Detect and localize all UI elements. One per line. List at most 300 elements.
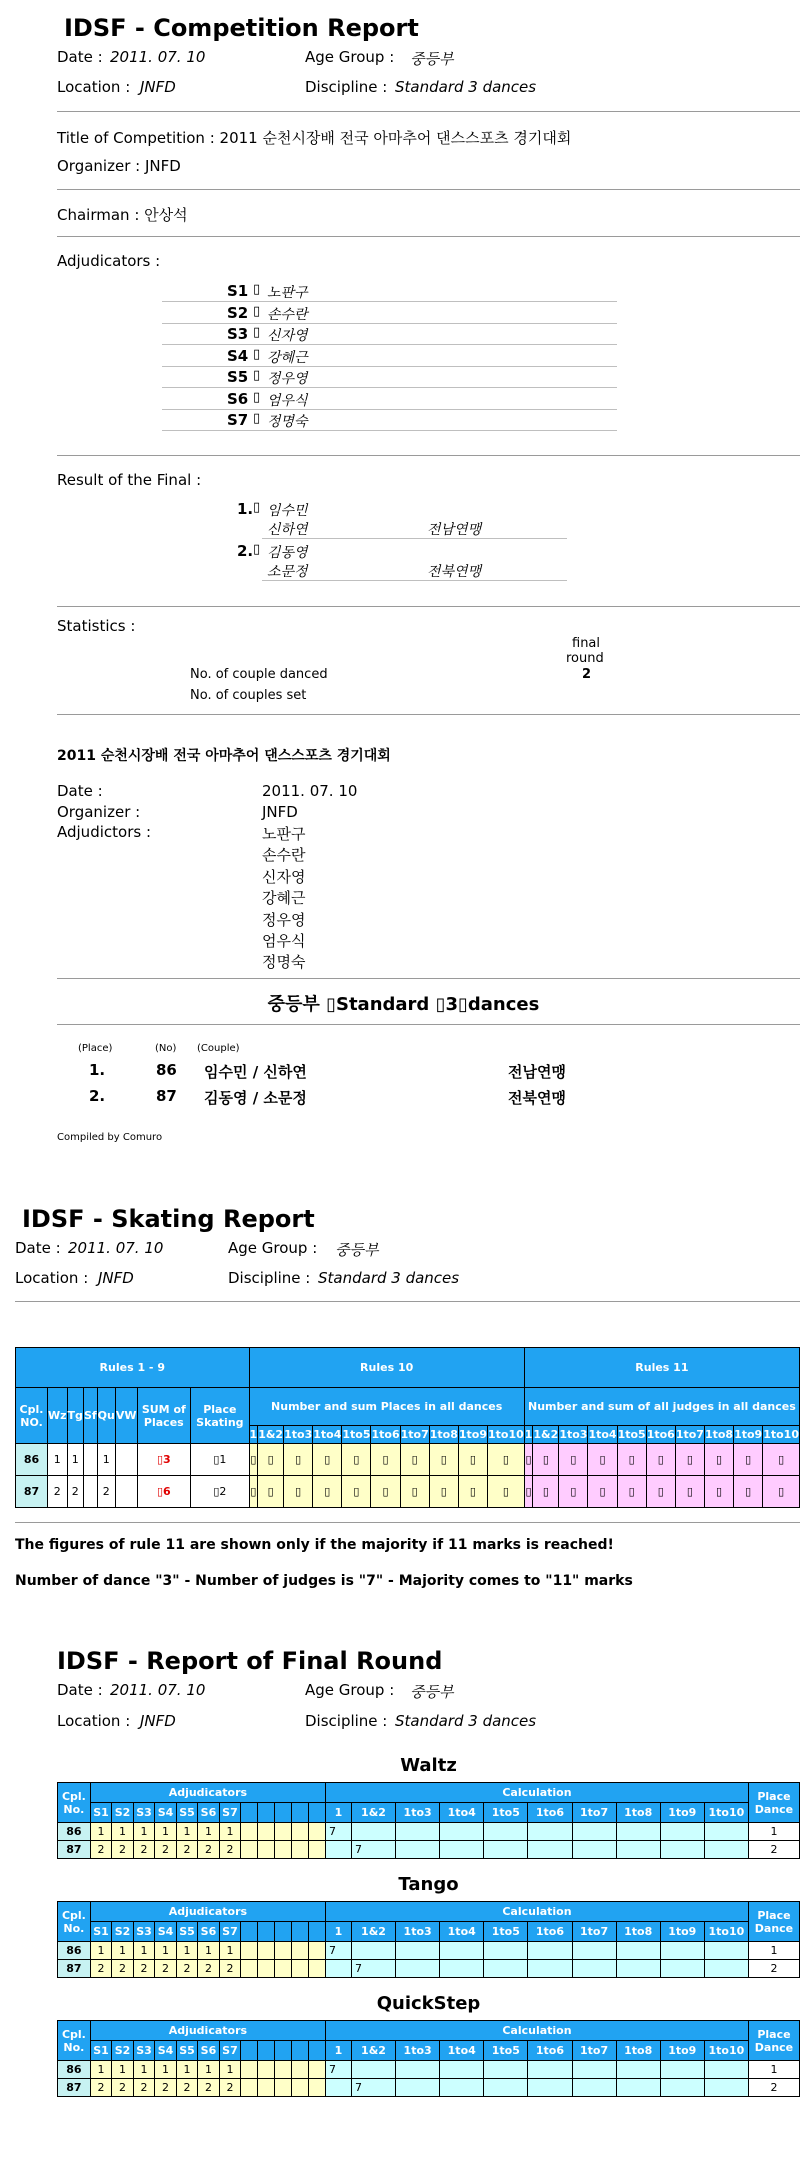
dance-cell: 1 <box>90 1942 111 1960</box>
adjudicator-mark: ▯ <box>253 346 261 362</box>
skating-cell: ▯ <box>400 1476 429 1508</box>
dance-cell <box>258 1841 275 1859</box>
adjudicator-name: 엄우식 <box>267 392 308 409</box>
skating-cell <box>83 1476 97 1508</box>
dance-cell <box>704 2079 748 2097</box>
skating-cell: 1to7 <box>400 1426 429 1444</box>
skating-cell: 1to8 <box>704 1426 733 1444</box>
skating-cell: ▯ <box>763 1444 800 1476</box>
skating-cell: Place Skating <box>191 1388 249 1444</box>
dance-cell <box>292 1922 309 1942</box>
dance-cell: 2 <box>176 2079 197 2097</box>
dance-cell: 1 <box>198 2061 219 2079</box>
dance-cell: 2 <box>90 2079 111 2097</box>
dance-cell <box>351 1823 395 1841</box>
dance-cell: 1 <box>748 1823 799 1841</box>
skating-cell: ▯ <box>763 1476 800 1508</box>
dance-cell <box>616 1841 660 1859</box>
dance-cell: 7 <box>351 1841 395 1859</box>
dance-cell <box>292 2079 309 2097</box>
skating-cell: 1to10 <box>487 1426 524 1444</box>
dance-cell <box>309 1960 326 1978</box>
adjudicator-row-line <box>162 387 617 388</box>
dance-table <box>57 1901 800 1978</box>
title-of-competition: Title of Competition : 2011 순천시장배 전국 아마추어 댄스스포츠 경기대회 <box>57 129 572 147</box>
dance-cell <box>660 2061 704 2079</box>
dance-cell: 7 <box>325 1942 351 1960</box>
dance-cell <box>440 1823 484 1841</box>
result-club: 전남연맹 <box>427 522 482 538</box>
skating-cell: 1to8 <box>429 1426 458 1444</box>
dance-table <box>57 1782 800 1859</box>
dance-cell: 1to10 <box>704 1922 748 1942</box>
dance-cell: Place Dance <box>748 1902 799 1942</box>
skating-cell: ▯ <box>646 1476 675 1508</box>
dance-cell: 2 <box>198 1960 219 1978</box>
divider <box>15 1522 800 1523</box>
summary-adjudicator-name: 엄우식 <box>262 932 306 950</box>
dance-cell <box>309 1823 326 1841</box>
dance-cell <box>572 1841 616 1859</box>
summary-adjudicator-name: 노판구 <box>262 825 306 843</box>
adjudicator-mark: ▯ <box>253 282 261 297</box>
dance-cell: 1 <box>198 1942 219 1960</box>
dance-cell: 1 <box>155 1823 176 1841</box>
date-label: Date : <box>57 48 103 66</box>
dance-cell <box>309 1922 326 1942</box>
dance-title: Tango <box>398 1874 459 1895</box>
dance-cell <box>275 1942 292 1960</box>
skating-cell: ▯ <box>704 1476 733 1508</box>
skating-cell: Wz <box>48 1388 68 1444</box>
skating-cell: 1to3 <box>559 1426 588 1444</box>
skating-cell: 1 <box>48 1444 68 1476</box>
final-club: 전북연맹 <box>508 1089 566 1107</box>
skating-age-value: 중등부 <box>335 1241 379 1259</box>
dance-cell <box>275 1922 292 1942</box>
dance-cell <box>258 1942 275 1960</box>
skating-cell: 1to6 <box>646 1426 675 1444</box>
dance-cell: S3 <box>133 2041 154 2061</box>
skating-cell: 1to7 <box>675 1426 704 1444</box>
discipline-value: Standard 3 dances <box>395 78 537 96</box>
skating-cell: Rules 10 <box>249 1348 524 1388</box>
skating-cell: ▯ <box>588 1476 617 1508</box>
adjudicators-label: Adjudicators : <box>57 252 161 270</box>
dance-cell: 1to8 <box>616 2041 660 2061</box>
dance-cell: 1&2 <box>351 2041 395 2061</box>
dance-cell: 1 <box>176 1942 197 1960</box>
summary-organizer-label: Organizer : <box>57 803 141 821</box>
final-club: 전남연맹 <box>508 1063 566 1081</box>
result-name2: 소문정 <box>267 564 308 580</box>
skating-cell: 1to5 <box>617 1426 646 1444</box>
dance-cell: 1&2 <box>351 1803 395 1823</box>
dance-cell: S4 <box>155 1803 176 1823</box>
statistics-label: Statistics : <box>57 617 136 635</box>
skating-cell: Sf <box>83 1388 97 1444</box>
dance-cell: 2 <box>176 1960 197 1978</box>
dance-cell <box>275 1960 292 1978</box>
dance-cell: 1to4 <box>440 2041 484 2061</box>
dance-cell: 2 <box>112 1841 133 1859</box>
summary-adjudicator-name: 정우영 <box>262 910 306 929</box>
divider <box>57 111 800 112</box>
skating-cell: ▯ <box>458 1476 487 1508</box>
dance-cell: 1&2 <box>351 1922 395 1942</box>
dance-cell: S1 <box>90 1922 111 1942</box>
skating-cell: 87 <box>16 1476 48 1508</box>
age-group-label: Age Group : <box>305 48 395 66</box>
dance-cell: S6 <box>198 1803 219 1823</box>
summary-date-value: 2011. 07. 10 <box>262 782 358 800</box>
couples-danced-value: 2 <box>582 667 592 682</box>
dance-cell: 87 <box>58 2079 91 2097</box>
dance-cell <box>241 2061 258 2079</box>
adjudicator-code: S6 <box>227 389 249 408</box>
dance-cell: Adjudicators <box>90 1783 325 1803</box>
dance-cell: 2 <box>112 2079 133 2097</box>
divider <box>57 978 800 979</box>
skating-cell: 1to10 <box>763 1426 800 1444</box>
skating-cell: ▯ <box>734 1444 763 1476</box>
dance-cell <box>528 1823 572 1841</box>
adjudicator-name: 손수란 <box>267 306 308 323</box>
dance-cell <box>309 2041 326 2061</box>
dance-cell <box>309 2079 326 2097</box>
dance-cell: 2 <box>90 1841 111 1859</box>
dance-cell: 2 <box>176 1841 197 1859</box>
dance-cell: 1 <box>133 1942 154 1960</box>
dance-cell <box>325 2079 351 2097</box>
fr-age-label: Age Group : <box>305 1681 395 1699</box>
final-no: 86 <box>156 1061 177 1079</box>
adjudicator-name: 정우영 <box>267 371 308 387</box>
adjudicator-mark: ▯ <box>253 325 261 340</box>
dance-cell: S5 <box>176 2041 197 2061</box>
skating-cell: ▯ <box>258 1476 284 1508</box>
skating-cell: Number and sum of all judges in all dances <box>524 1388 799 1426</box>
dance-cell: 2 <box>198 1841 219 1859</box>
dance-cell <box>241 2079 258 2097</box>
skating-cell: VW <box>115 1388 137 1444</box>
skating-cell: ▯ <box>258 1444 284 1476</box>
dance-cell <box>292 1803 309 1823</box>
dance-cell: 1 <box>219 1823 240 1841</box>
dance-cell <box>258 2041 275 2061</box>
adjudicator-mark: ▯ <box>253 303 261 319</box>
dance-cell: 1 <box>219 2061 240 2079</box>
majority-note: Number of dance "3" - Number of judges is "7" - Majority comes to "11" marks <box>15 1573 633 1589</box>
dance-cell <box>292 2041 309 2061</box>
skating-cell: 1to4 <box>588 1426 617 1444</box>
dance-cell <box>484 2061 528 2079</box>
dance-cell <box>325 1960 351 1978</box>
dance-cell: Adjudicators <box>90 2021 325 2041</box>
skating-cell: 2 <box>48 1476 68 1508</box>
dance-cell: 1to3 <box>396 2041 440 2061</box>
dance-cell: 2 <box>133 1960 154 1978</box>
dance-cell: 1 <box>90 2061 111 2079</box>
skating-cell: ▯ <box>533 1444 559 1476</box>
dance-cell <box>704 1841 748 1859</box>
dance-cell: 1to9 <box>660 1803 704 1823</box>
dance-cell: Calculation <box>325 1783 748 1803</box>
final-place: 2. <box>89 1087 106 1105</box>
dance-cell: 1to7 <box>572 2041 616 2061</box>
dance-cell <box>572 2061 616 2079</box>
dance-cell: S2 <box>112 2041 133 2061</box>
adjudicator-row-line <box>162 366 617 367</box>
dance-cell <box>258 1922 275 1942</box>
dance-cell: 1 <box>155 2061 176 2079</box>
fr-location-value: JNFD <box>140 1712 176 1730</box>
dance-cell <box>616 1942 660 1960</box>
divider <box>57 236 800 237</box>
skating-location-value: JNFD <box>98 1269 134 1287</box>
dance-cell: 86 <box>58 2061 91 2079</box>
result-name2: 신하연 <box>267 522 308 538</box>
final-round-label: round <box>566 651 604 666</box>
dance-cell <box>440 2079 484 2097</box>
col-couple-header: (Couple) <box>197 1043 240 1054</box>
skating-cell: 1 <box>97 1444 115 1476</box>
fr-date-label: Date : <box>57 1681 103 1699</box>
adjudicator-code: S2 <box>227 303 249 322</box>
dance-cell <box>309 2061 326 2079</box>
dance-cell: 2 <box>748 1841 799 1859</box>
dance-cell: 2 <box>133 2079 154 2097</box>
dance-cell <box>660 1823 704 1841</box>
dance-cell <box>440 1960 484 1978</box>
adjudicator-name: 강혜근 <box>267 349 308 366</box>
dance-cell: 1 <box>133 2061 154 2079</box>
fr-discipline-value: Standard 3 dances <box>395 1712 537 1730</box>
skating-cell: 1to9 <box>458 1426 487 1444</box>
adjudicator-mark: ▯ <box>253 411 261 426</box>
dance-cell <box>275 1841 292 1859</box>
dance-cell <box>528 2079 572 2097</box>
skating-cell: ▯ <box>704 1444 733 1476</box>
summary-adjudicator-name: 손수란 <box>262 846 306 865</box>
dance-cell: S3 <box>133 1803 154 1823</box>
skating-report-title: IDSF - Skating Report <box>22 1205 315 1233</box>
adjudicator-name: 신자영 <box>267 328 308 344</box>
fr-location-label: Location : <box>57 1712 131 1730</box>
couples-set-label: No. of couples set <box>190 688 307 703</box>
dance-cell: 2 <box>198 2079 219 2097</box>
couples-danced-label: No. of couple danced <box>190 667 328 682</box>
adjudicator-code: S1 <box>227 282 249 300</box>
dance-cell: 1 <box>198 1823 219 1841</box>
dance-cell: 2 <box>90 1960 111 1978</box>
dance-cell <box>241 1942 258 1960</box>
skating-cell <box>115 1444 137 1476</box>
skating-cell: ▯ <box>249 1444 258 1476</box>
skating-cell: ▯ <box>646 1444 675 1476</box>
skating-cell: ▯ <box>371 1444 400 1476</box>
dance-cell: 1to6 <box>528 2041 572 2061</box>
dance-cell: 2 <box>155 2079 176 2097</box>
dance-cell: 7 <box>325 1823 351 1841</box>
result-place: 1. <box>237 500 254 518</box>
skating-cell: ▯ <box>313 1476 342 1508</box>
result-place: 2. <box>237 542 254 560</box>
dance-cell: 2 <box>112 1960 133 1978</box>
dance-cell: S6 <box>198 2041 219 2061</box>
dance-cell: 1 <box>325 2041 351 2061</box>
skating-cell: ▯1 <box>191 1444 249 1476</box>
dance-cell <box>325 1841 351 1859</box>
dance-cell: 2 <box>219 1960 240 1978</box>
final-round-label: final <box>572 636 601 651</box>
dance-cell: 2 <box>155 1841 176 1859</box>
skating-cell: ▯ <box>487 1476 524 1508</box>
skating-cell: ▯ <box>675 1476 704 1508</box>
skating-cell: ▯ <box>371 1476 400 1508</box>
dance-cell <box>528 2061 572 2079</box>
skating-cell: ▯ <box>342 1476 371 1508</box>
dance-cell <box>258 1960 275 1978</box>
skating-cell: ▯6 <box>137 1476 191 1508</box>
dance-cell: 1 <box>748 2061 799 2079</box>
skating-cell: 1 <box>249 1426 258 1444</box>
skating-cell: 1to9 <box>734 1426 763 1444</box>
dance-cell: S6 <box>198 1922 219 1942</box>
skating-cell: Rules 1 - 9 <box>16 1348 250 1388</box>
dance-cell: Cpl. No. <box>58 1783 91 1823</box>
skating-cell: 1to5 <box>342 1426 371 1444</box>
dance-cell: 1to8 <box>616 1803 660 1823</box>
skating-cell: Rules 11 <box>524 1348 799 1388</box>
adjudicator-name: 정명숙 <box>267 414 308 430</box>
dance-cell: S5 <box>176 1803 197 1823</box>
divider <box>57 606 800 607</box>
adjudicator-row-line <box>162 430 617 431</box>
dance-cell <box>275 1803 292 1823</box>
location-value: JNFD <box>140 78 176 96</box>
dance-cell <box>572 1942 616 1960</box>
skating-location-label: Location : <box>15 1269 89 1287</box>
dance-cell <box>275 2041 292 2061</box>
dance-cell <box>704 1823 748 1841</box>
event-name: 2011 순천시장배 전국 아마추어 댄스스포츠 경기대회 <box>57 748 391 764</box>
fr-discipline-label: Discipline : <box>305 1712 388 1730</box>
dance-cell <box>258 2061 275 2079</box>
dance-cell: Cpl. No. <box>58 2021 91 2061</box>
divider <box>57 189 800 190</box>
competition-report-title: IDSF - Competition Report <box>64 14 419 42</box>
divider <box>57 1024 800 1025</box>
summary-adjudicators-label: Adjudictors : <box>57 823 151 841</box>
skating-cell: ▯ <box>400 1444 429 1476</box>
dance-cell <box>484 2079 528 2097</box>
dance-cell <box>292 1823 309 1841</box>
skating-discipline-value: Standard 3 dances <box>318 1269 460 1287</box>
dance-cell <box>704 1942 748 1960</box>
final-round-report-title: IDSF - Report of Final Round <box>57 1647 443 1675</box>
dance-cell <box>440 1841 484 1859</box>
chairman: Chairman : 안상석 <box>57 206 188 224</box>
dance-cell: 87 <box>58 1841 91 1859</box>
dance-cell <box>292 1841 309 1859</box>
dance-cell <box>440 2061 484 2079</box>
skating-cell: 2 <box>67 1476 83 1508</box>
dance-cell <box>292 1960 309 1978</box>
adjudicator-row-line <box>162 409 617 410</box>
skating-cell: 1&2 <box>533 1426 559 1444</box>
skating-cell: ▯3 <box>137 1444 191 1476</box>
dance-cell: S1 <box>90 2041 111 2061</box>
dance-cell: 1 <box>748 1942 799 1960</box>
dance-cell <box>484 1841 528 1859</box>
result-mark: ▯ <box>253 500 261 515</box>
dance-cell: S3 <box>133 1922 154 1942</box>
dance-cell <box>616 2061 660 2079</box>
skating-cell <box>83 1444 97 1476</box>
skating-cell: ▯ <box>617 1476 646 1508</box>
dance-cell: S7 <box>219 1803 240 1823</box>
dance-cell: 86 <box>58 1942 91 1960</box>
skating-cell: Cpl. NO. <box>16 1388 48 1444</box>
dance-cell: 1to10 <box>704 1803 748 1823</box>
dance-cell: 1to6 <box>528 1922 572 1942</box>
final-place: 1. <box>89 1061 106 1079</box>
skating-cell: ▯ <box>524 1476 533 1508</box>
skating-cell: ▯ <box>249 1476 258 1508</box>
summary-adjudicator-name: 정명숙 <box>262 953 306 972</box>
dance-cell: Adjudicators <box>90 1902 325 1922</box>
dance-cell: 1to3 <box>396 1803 440 1823</box>
dance-cell: 1to4 <box>440 1803 484 1823</box>
dance-cell <box>396 1823 440 1841</box>
dance-cell: 2 <box>219 2079 240 2097</box>
dance-cell: 1 <box>133 1823 154 1841</box>
dance-cell <box>440 1942 484 1960</box>
dance-cell: 7 <box>351 2079 395 2097</box>
dance-cell: S4 <box>155 2041 176 2061</box>
dance-cell: 1to4 <box>440 1922 484 1942</box>
dance-cell <box>292 1942 309 1960</box>
dance-cell <box>241 1803 258 1823</box>
dance-cell <box>660 1841 704 1859</box>
dance-cell <box>309 1841 326 1859</box>
dance-cell: 1 <box>112 2061 133 2079</box>
final-couple: 임수민 / 신하연 <box>204 1063 307 1081</box>
dance-cell <box>704 1960 748 1978</box>
dance-cell <box>484 1942 528 1960</box>
skating-cell: ▯ <box>429 1476 458 1508</box>
adjudicator-mark: ▯ <box>253 368 261 383</box>
summary-organizer-value: JNFD <box>262 803 298 821</box>
dance-cell: 1 <box>219 1942 240 1960</box>
dance-cell <box>351 2061 395 2079</box>
dance-cell <box>572 1823 616 1841</box>
dance-cell: Calculation <box>325 1902 748 1922</box>
dance-cell: 2 <box>748 1960 799 1978</box>
skating-cell: ▯ <box>284 1444 313 1476</box>
skating-cell: 1to4 <box>313 1426 342 1444</box>
summary-date-label: Date : <box>57 782 103 800</box>
result-club: 전북연맹 <box>427 564 482 580</box>
dance-cell <box>241 1841 258 1859</box>
adjudicator-row-line <box>162 344 617 345</box>
category-heading: 중등부 ▯Standard ▯3▯dances <box>267 994 540 1015</box>
skating-cell: ▯ <box>617 1444 646 1476</box>
skating-cell: ▯ <box>559 1444 588 1476</box>
divider <box>57 714 800 715</box>
col-place-header: (Place) <box>78 1043 113 1054</box>
